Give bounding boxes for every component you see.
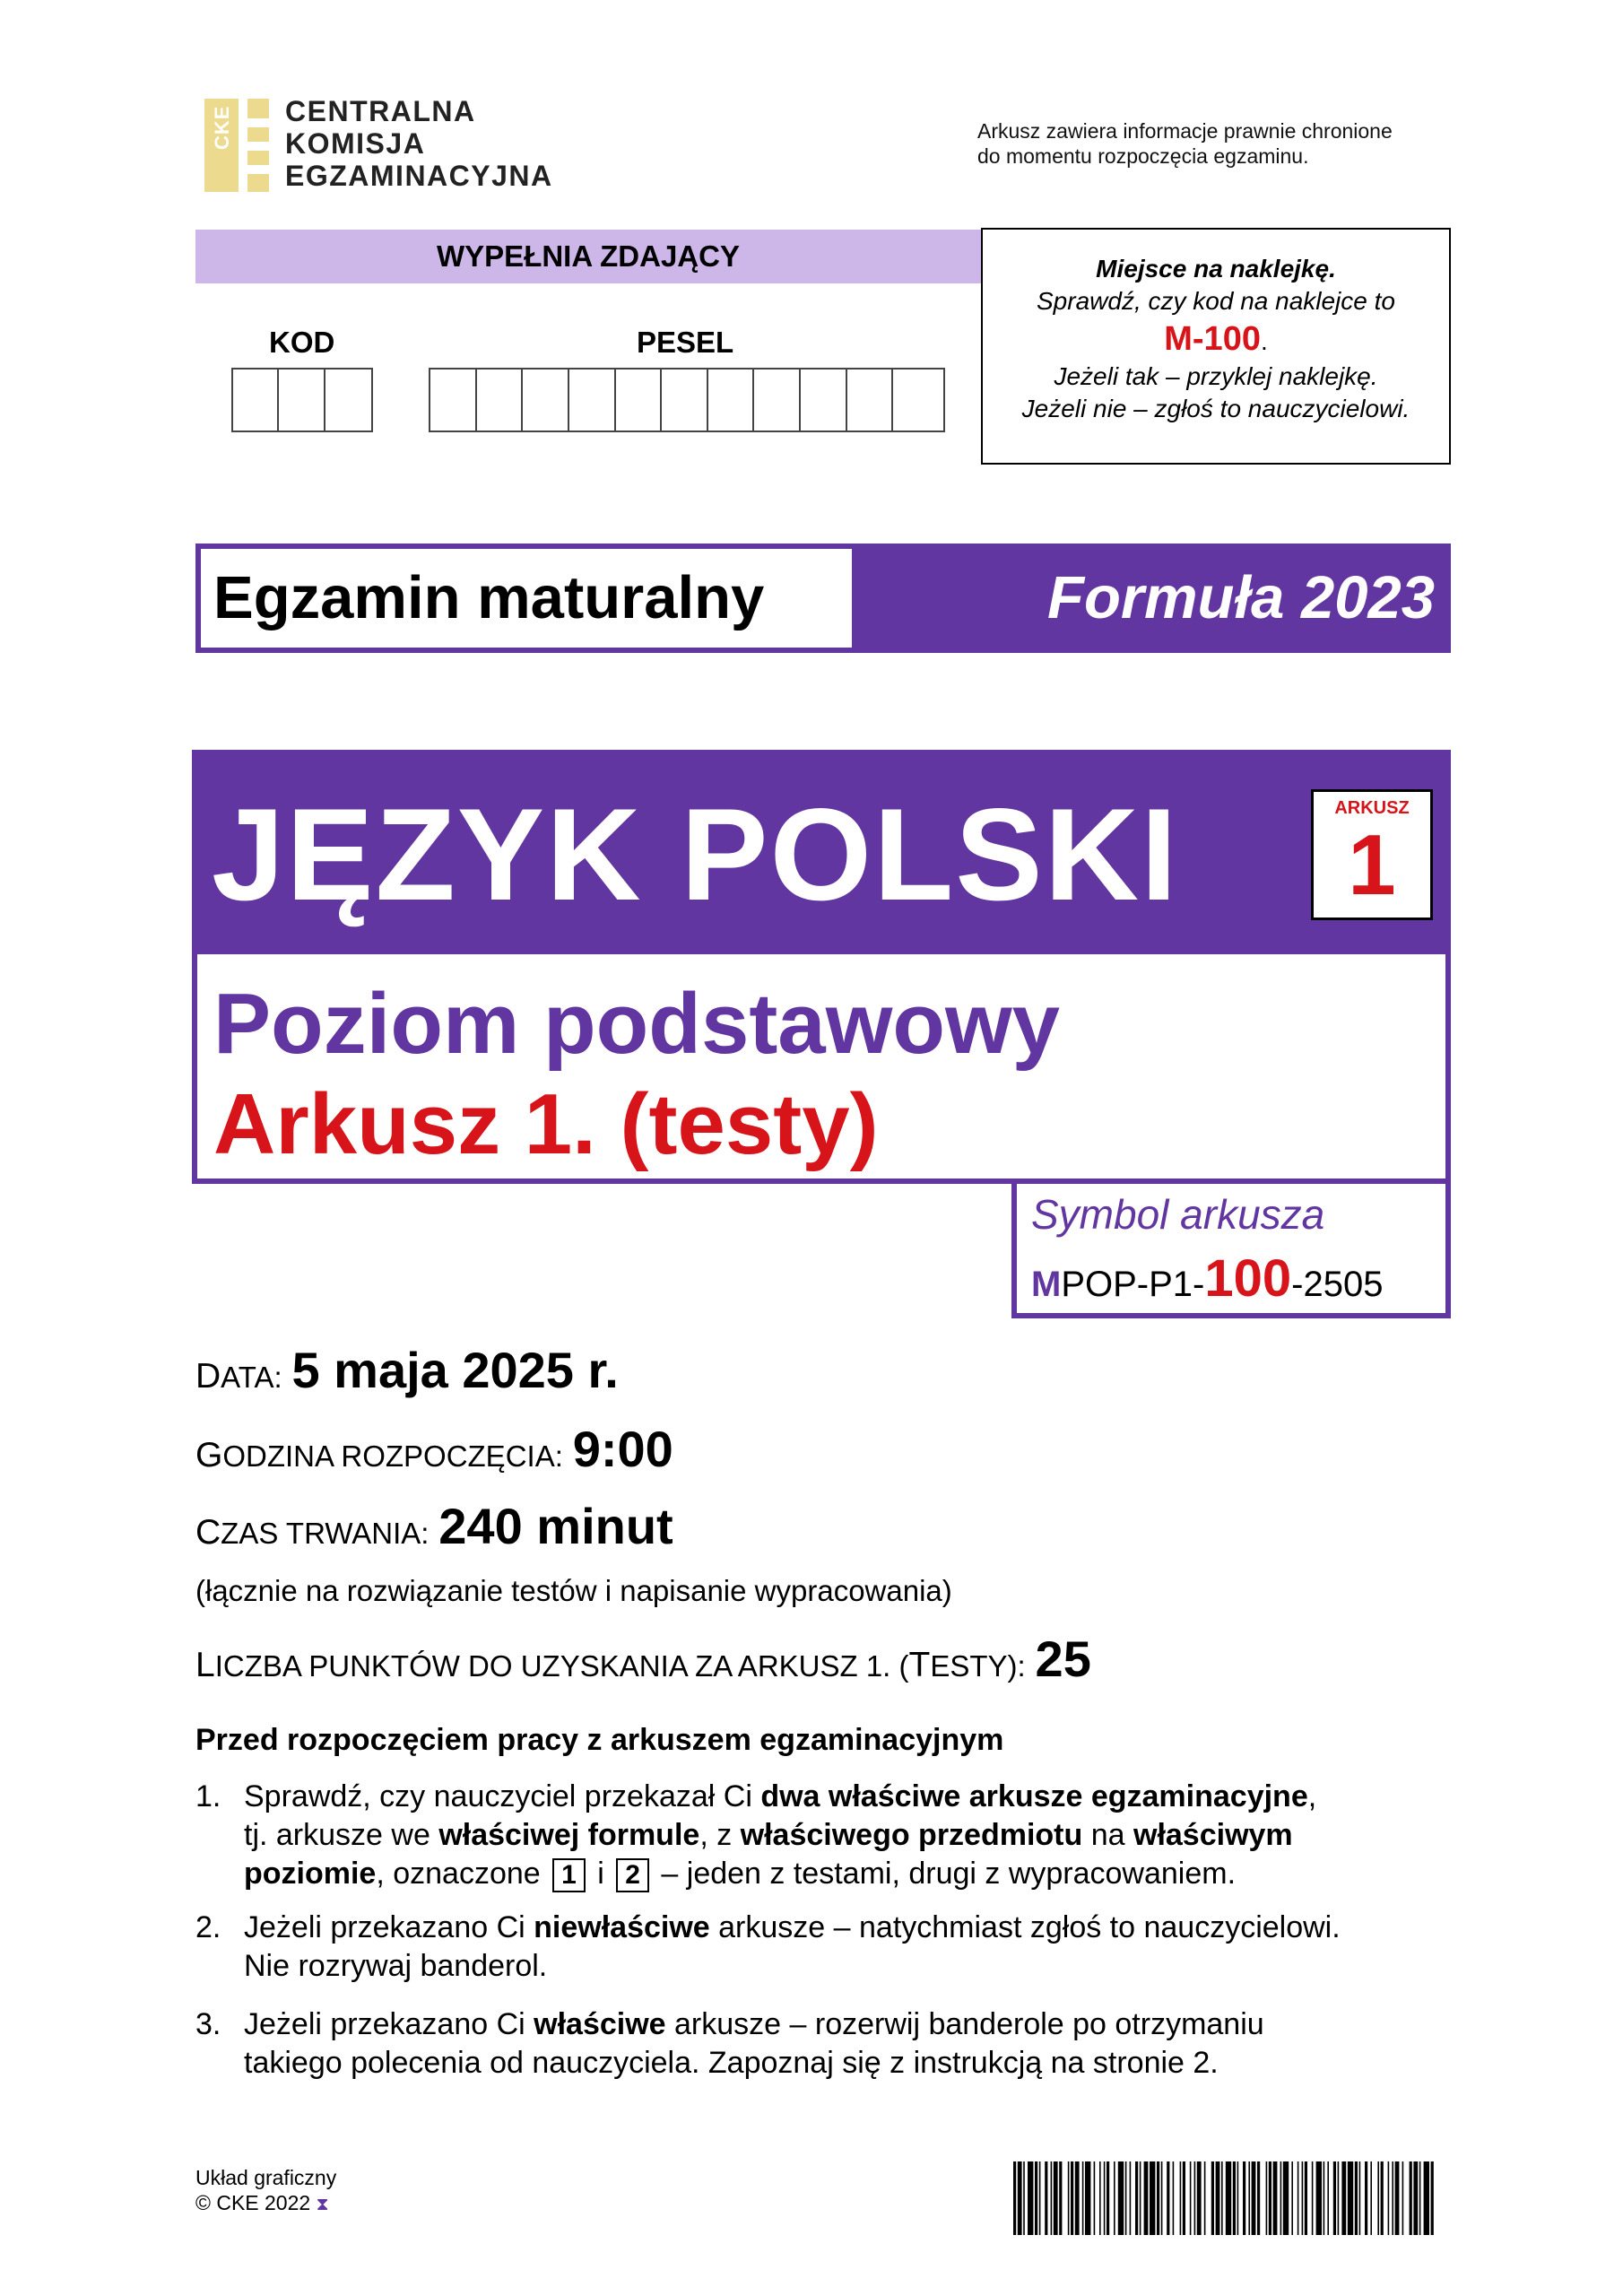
sticker-code: M-100 <box>1164 320 1261 358</box>
barcode-bar <box>1388 2161 1390 2235</box>
item-number: 2. <box>195 1910 221 1944</box>
cke-logo-mark <box>204 99 269 192</box>
sticker-yes: Jeżeli tak – przyklej naklejkę. <box>1054 362 1378 390</box>
barcode-bar <box>1125 2161 1127 2235</box>
exam-name: Egzamin maturalny <box>201 549 852 648</box>
barcode-bar <box>1298 2161 1299 2235</box>
date-value: 5 maja 2025 r. <box>291 1342 619 1398</box>
sheet-marker-2: 2 <box>616 1858 649 1892</box>
pesel-box[interactable] <box>754 370 801 430</box>
barcode-bar <box>1316 2161 1322 2235</box>
item-text <box>244 2005 1463 2083</box>
barcode-bar <box>1392 2161 1393 2235</box>
barcode-bar <box>1365 2161 1367 2235</box>
barcode-bar <box>1333 2161 1336 2235</box>
pesel-box[interactable] <box>708 370 755 430</box>
barcode-bar <box>1190 2161 1192 2235</box>
barcode-bar <box>1071 2161 1073 2235</box>
barcode-bar <box>1075 2161 1080 2235</box>
symbol-code <box>1031 1250 1383 1313</box>
barcode-bar <box>1161 2161 1163 2235</box>
subject-title: JĘZYK POLSKI <box>212 781 1179 927</box>
cke-logo-text <box>285 95 553 192</box>
text: , <box>1307 1779 1317 1813</box>
text-bold: niewłaściwe <box>534 1910 710 1944</box>
barcode-bar <box>1135 2161 1138 2235</box>
text: Nie rozrywaj banderol. <box>244 1949 548 1983</box>
text-bold: dwa właściwe arkusze egzaminacyjne <box>760 1779 1308 1813</box>
barcode-bar <box>1233 2161 1236 2235</box>
barcode-bar <box>1114 2161 1115 2235</box>
barcode-bar <box>1419 2161 1421 2235</box>
barcode-bar <box>1204 2161 1206 2235</box>
arkusz-label: ARKUSZ <box>1334 798 1410 818</box>
barcode-bar <box>1237 2161 1239 2235</box>
barcode-bar <box>1085 2161 1090 2235</box>
points-label-end: ESTY): <box>930 1649 1026 1683</box>
level-title: Poziom podstawowy <box>213 976 1061 1072</box>
duration-label-rest: ZAS TRWANIA: <box>221 1517 430 1550</box>
sticker-code-suffix: . <box>1260 327 1268 355</box>
start-label-rest: ODZINA ROZPOCZĘCIA: <box>222 1439 563 1473</box>
barcode-bar <box>1341 2161 1346 2235</box>
barcode-bar <box>1431 2161 1434 2235</box>
text: , oznaczone <box>376 1857 550 1891</box>
barcode-bar <box>1028 2161 1033 2235</box>
exam-formula: Formuła 2023 <box>1047 564 1435 631</box>
symbol-label: Symbol arkusza <box>1031 1191 1325 1238</box>
barcode <box>1013 2161 1435 2235</box>
barcode-bar <box>1150 2161 1155 2235</box>
kod-box[interactable] <box>233 370 279 430</box>
barcode-bar <box>1211 2161 1214 2235</box>
barcode-bar <box>1144 2161 1149 2235</box>
barcode-bar <box>1291 2161 1293 2235</box>
logo-line-1: CENTRALNA <box>285 95 476 127</box>
points-label-first: L <box>195 1646 215 1684</box>
text-bold: właściwego przedmiotu <box>740 1818 1083 1852</box>
item-text <box>244 1909 1463 1986</box>
legal-note-line-2: do momentu rozpoczęcia egzaminu. <box>977 144 1309 168</box>
barcode-bar <box>1266 2161 1268 2235</box>
barcode-bar <box>1051 2161 1053 2235</box>
pesel-box[interactable] <box>569 370 616 430</box>
barcode-bar <box>1381 2161 1384 2235</box>
text: arkusze – natychmiast zgłoś to nauczycielowi. <box>709 1910 1341 1944</box>
barcode-bar <box>1395 2161 1400 2235</box>
barcode-bar <box>1410 2161 1412 2235</box>
barcode-bar <box>1243 2161 1245 2235</box>
barcode-bar <box>1013 2161 1016 2235</box>
barcode-bar <box>1180 2161 1182 2235</box>
barcode-bar <box>1370 2161 1372 2235</box>
barcode-bar <box>1104 2161 1106 2235</box>
logo-line-3: EGZAMINACYJNA <box>285 160 553 192</box>
barcode-bar <box>1216 2161 1220 2235</box>
text: i <box>588 1857 613 1891</box>
text: – jeden z testami, drugi z wypracowaniem. <box>652 1857 1237 1891</box>
barcode-bar <box>1039 2161 1041 2235</box>
kod-box[interactable] <box>325 370 371 430</box>
date-label-rest: ATA: <box>221 1361 282 1394</box>
pesel-box[interactable] <box>893 370 943 430</box>
duration-label-first: C <box>195 1513 221 1552</box>
barcode-bar <box>1413 2161 1418 2235</box>
item-text <box>244 1778 1463 1893</box>
symbol-code-number: 100 <box>1204 1249 1292 1308</box>
candidate-fill-header: WYPEŁNIA ZDAJĄCY <box>195 230 981 283</box>
pesel-boxes[interactable] <box>429 368 945 432</box>
points-line <box>195 1632 1091 1693</box>
symbol-prefix-rest: POP-P1- <box>1061 1265 1205 1304</box>
date-label-first: D <box>195 1357 221 1396</box>
barcode-bar <box>1023 2161 1025 2235</box>
pesel-box[interactable] <box>847 370 894 430</box>
barcode-bar <box>1035 2161 1037 2235</box>
barcode-bar <box>1183 2161 1185 2235</box>
text: Jeżeli przekazano Ci <box>244 2007 534 2041</box>
sticker-title: Miejsce na naklejkę. <box>1096 255 1336 283</box>
kod-label: KOD <box>269 326 335 359</box>
instruction-item-3 <box>195 2005 1469 2086</box>
barcode-bar <box>1338 2161 1340 2235</box>
footer-line-1: Układ graficzny <box>195 2166 337 2189</box>
points-value: 25 <box>1035 1631 1091 1687</box>
symbol-prefix-letter: M <box>1031 1265 1062 1304</box>
instruction-item-2 <box>195 1909 1469 1989</box>
barcode-bar <box>1257 2161 1260 2235</box>
legal-note <box>977 118 1393 169</box>
pesel-label: PESEL <box>637 326 734 359</box>
text-bold: właściwe <box>534 2007 666 2041</box>
sticker-area[interactable] <box>981 228 1451 465</box>
start-label-first: G <box>195 1436 223 1474</box>
barcode-bar <box>1107 2161 1109 2235</box>
text: takiego polecenia od nauczyciela. Zapoznaj się z instrukcją na stronie 2. <box>244 2046 1219 2080</box>
barcode-bar <box>1094 2161 1096 2235</box>
barcode-bar <box>1359 2161 1361 2235</box>
arkusz-number: 1 <box>1348 817 1396 913</box>
barcode-bar <box>1226 2161 1231 2235</box>
pesel-box[interactable] <box>477 370 524 430</box>
footer-line-2: © CKE 2022 <box>195 2191 311 2214</box>
barcode-bar <box>1273 2161 1278 2235</box>
pesel-box[interactable] <box>801 370 847 430</box>
barcode-bar <box>1059 2161 1062 2235</box>
points-label-mid: ICZBA PUNKTÓW DO UZYSKANIA ZA ARKUSZ 1. ( <box>214 1649 909 1683</box>
barcode-bar <box>1130 2161 1132 2235</box>
arkusz-number-box <box>1311 789 1433 920</box>
duration-line <box>195 1500 673 1561</box>
barcode-bar <box>1355 2161 1358 2235</box>
pesel-box[interactable] <box>430 370 477 430</box>
sheet-marker-1: 1 <box>552 1858 586 1892</box>
text: Jeżeli przekazano Ci <box>244 1910 534 1944</box>
barcode-bar <box>1302 2161 1304 2235</box>
text: Sprawdź, czy nauczyciel przekazał Ci <box>244 1779 761 1813</box>
barcode-bar <box>1082 2161 1084 2235</box>
text: na <box>1082 1818 1133 1852</box>
pesel-box[interactable] <box>662 370 708 430</box>
barcode-bar <box>1045 2161 1047 2235</box>
sticker-no: Jeżeli nie – zgłoś to nauczycielowi. <box>1021 395 1410 422</box>
barcode-bar <box>1140 2161 1141 2235</box>
item-number: 1. <box>195 1779 221 1813</box>
barcode-bar <box>1348 2161 1353 2235</box>
text-bold: poziomie <box>244 1857 377 1891</box>
logo-line-2: KOMISJA <box>285 127 426 160</box>
barcode-bar <box>1305 2161 1307 2235</box>
barcode-bar <box>1324 2161 1325 2235</box>
text-bold: właściwym <box>1133 1818 1293 1852</box>
barcode-bar <box>1018 2161 1022 2235</box>
barcode-bar <box>1194 2161 1196 2235</box>
hourglass-icon: ⧗ <box>316 2195 329 2214</box>
text: arkusze – rozerwij banderole po otrzymaniu <box>665 2007 1264 2041</box>
barcode-bar <box>1118 2161 1124 2235</box>
points-label-t: T <box>908 1646 931 1684</box>
duration-value: 240 minut <box>438 1498 673 1554</box>
pesel-box[interactable] <box>523 370 569 430</box>
start-value: 9:00 <box>572 1421 673 1477</box>
barcode-bar <box>1402 2161 1404 2235</box>
barcode-bar <box>1173 2161 1175 2235</box>
text: , z <box>699 1818 741 1852</box>
date-line <box>195 1344 619 1405</box>
duration-note: (łącznie na rozwiązanie testów i napisanie wypracowania) <box>195 1574 952 1607</box>
barcode-bar <box>1099 2161 1101 2235</box>
text: tj. arkusze we <box>244 1818 439 1852</box>
barcode-bar <box>1327 2161 1329 2235</box>
barcode-bar <box>1280 2161 1282 2235</box>
symbol-suffix: -2505 <box>1291 1265 1384 1304</box>
barcode-bar <box>1377 2161 1379 2235</box>
barcode-bar <box>1269 2161 1271 2235</box>
barcode-bar <box>1054 2161 1058 2235</box>
instructions-title: Przed rozpoczęciem pracy z arkuszem egzaminacyjnym <box>195 1723 1004 1757</box>
barcode-bar <box>1424 2161 1429 2235</box>
start-line <box>195 1422 673 1483</box>
barcode-bar <box>1283 2161 1289 2235</box>
barcode-bar <box>1197 2161 1202 2235</box>
item-number: 3. <box>195 2007 221 2041</box>
text-bold: właściwej formule <box>438 1818 700 1852</box>
kod-box[interactable] <box>279 370 325 430</box>
footer-credits <box>195 2165 336 2217</box>
sheet-title: Arkusz 1. (testy) <box>213 1076 879 1172</box>
sticker-check: Sprawdź, czy kod na naklejce to <box>1037 287 1395 315</box>
logo-mark-text: CKE <box>211 105 233 150</box>
barcode-bar <box>1252 2161 1256 2235</box>
barcode-bar <box>1068 2161 1070 2235</box>
barcode-bar <box>1221 2161 1223 2235</box>
kod-boxes[interactable] <box>231 368 373 432</box>
barcode-bar <box>1312 2161 1314 2235</box>
barcode-bar <box>1248 2161 1250 2235</box>
legal-note-line-1: Arkusz zawiera informacje prawnie chronione <box>977 119 1393 143</box>
barcode-bar <box>1157 2161 1159 2235</box>
instruction-item-1 <box>195 1778 1469 1894</box>
pesel-box[interactable] <box>616 370 663 430</box>
barcode-bar <box>1167 2161 1169 2235</box>
